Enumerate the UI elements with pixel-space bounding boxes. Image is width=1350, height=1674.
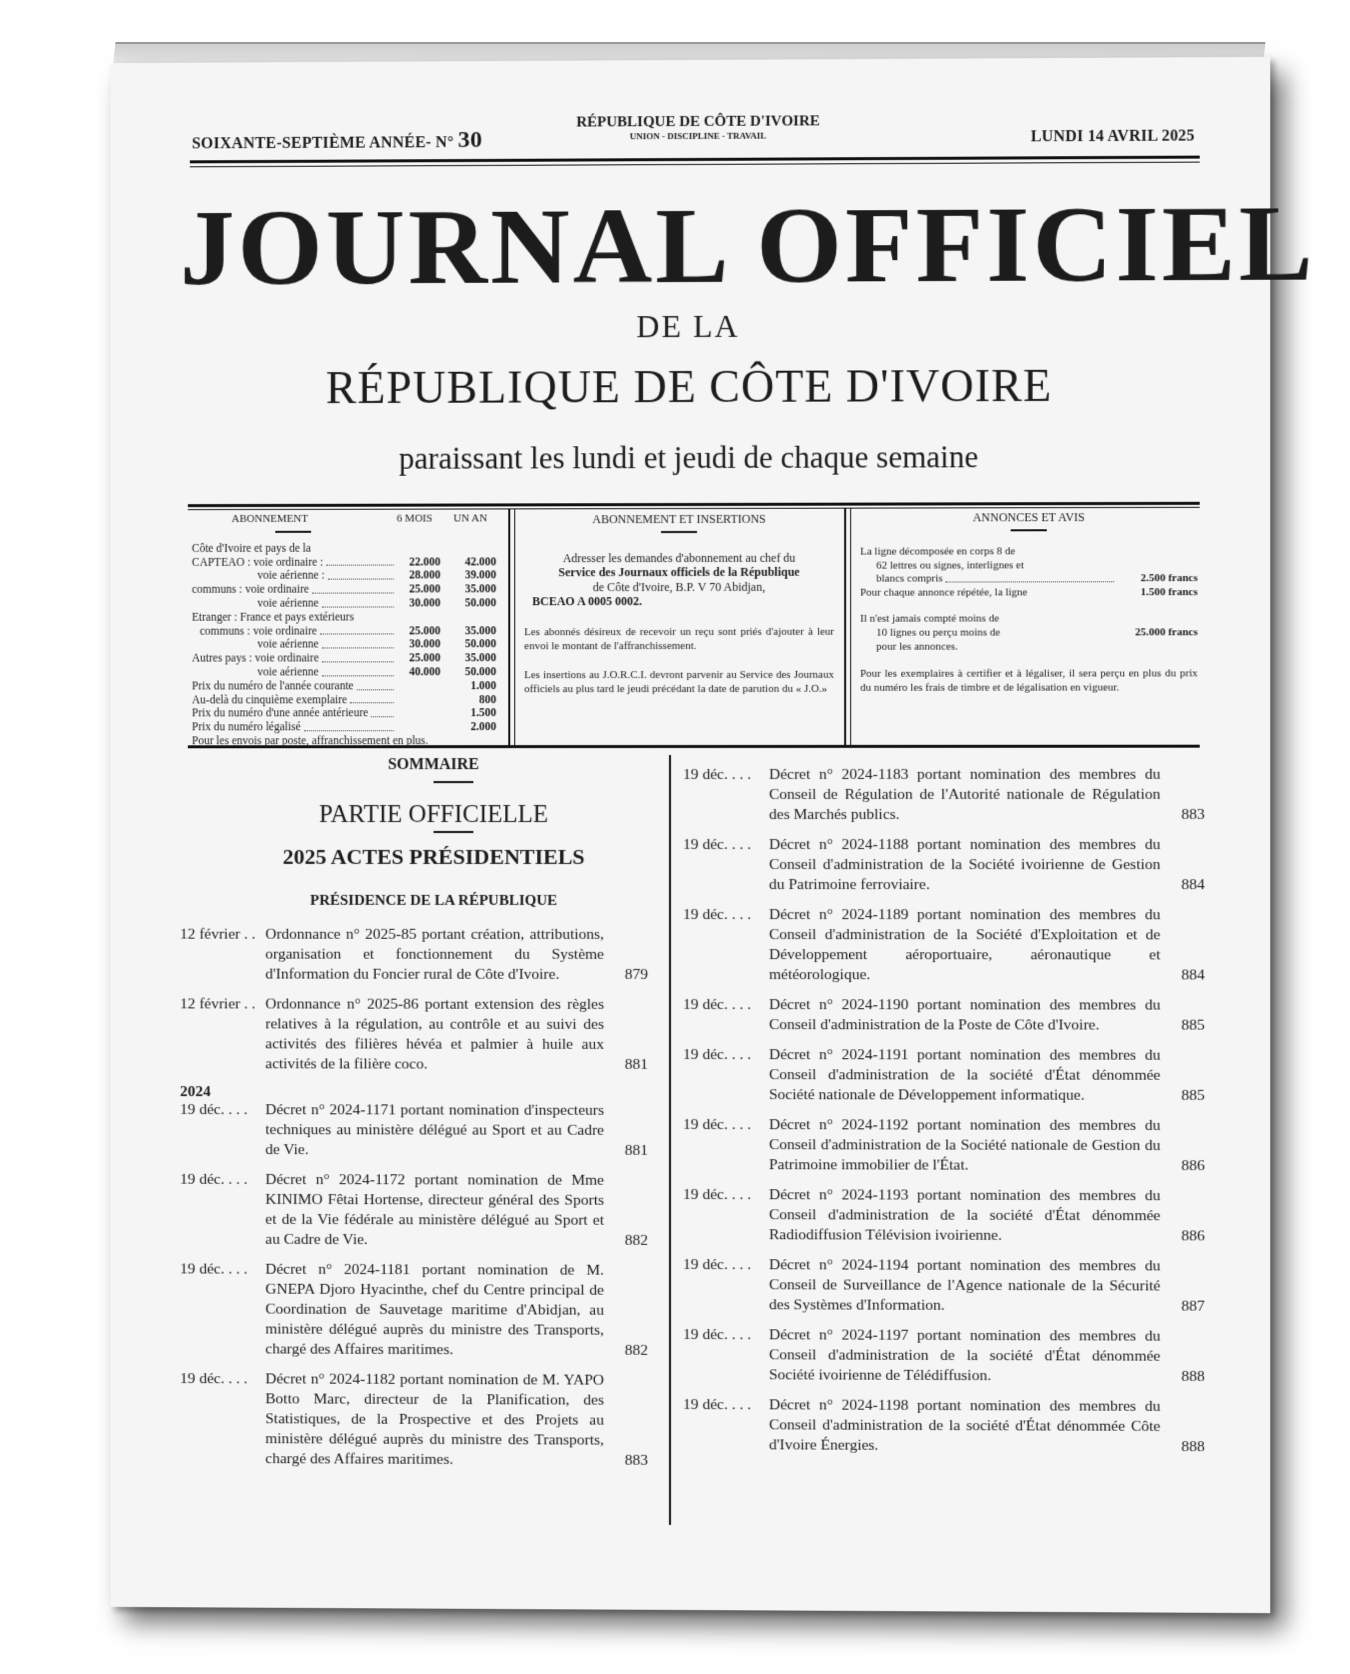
insertions-p3: Les insertions au J.O.R.C.I. devront parvenir au Service des Journaux officiels au plus tard le jeudi précédant la date de parution du « J.O.» (524, 668, 835, 696)
price-6-mois: 25.000 (408, 583, 441, 596)
price-un-an: 35.000 (464, 652, 497, 665)
sommaire-entry (683, 995, 1205, 1036)
entry-text: Ordonnance n° 2025-86 portant extension des règles relatives à la régulation, au contrôle et au suivi des activités des filières hévéa et palmier à huile aux activités de la filière coco. (265, 995, 605, 1073)
subscription-label: CAPTEAO : voie ordinaire : (191, 556, 324, 569)
republic-motto: UNION - DISCIPLINE - TRAVAIL (629, 130, 767, 142)
annonces-l6-price: 25.000 francs (1134, 626, 1198, 639)
subscription-label: Au-delà du cinquième exemplaire (191, 693, 348, 707)
entry-date: 12 février . . (179, 925, 256, 943)
subscription-row (192, 721, 496, 735)
republic-name: RÉPUBLIQUE DE CÔTE D'IVOIRE (576, 113, 820, 131)
subscription-label: Prix du numéro légalisé (191, 721, 301, 734)
subscription-label: voie aérienne (257, 597, 319, 610)
subscription-label: Autres pays : voie ordinaire (191, 652, 319, 665)
entry-date: 19 déc. . . . (683, 1255, 752, 1274)
entry-date: 19 déc. . . . (683, 1185, 752, 1204)
col-un-an: UN AN (453, 512, 488, 525)
insertions-p1a: Adresser les demandes d'abonnement au chef du (562, 550, 796, 565)
right-entries (683, 765, 1205, 1457)
annonces-l5: Il n'est jamais compté moins de (860, 612, 1000, 625)
issue-number: 30 (458, 127, 483, 154)
entry-page: 885 (1181, 1016, 1205, 1034)
sommaire-entry (683, 1115, 1205, 1176)
sommaire-tick (434, 781, 474, 783)
price-un-an: 50.000 (464, 666, 497, 679)
left-2024-entries (180, 1100, 648, 1471)
price-un-an: 42.000 (464, 555, 497, 569)
entry-text: Décret n° 2024-1191 portant nomination des membres du Conseil d'administration de la société d'État dénommée Société nationale de Développement informatique. (769, 1046, 1161, 1104)
entry-page: 887 (1181, 1297, 1205, 1315)
entry-text: Décret n° 2024-1181 portant nomination de M. GNEPA Djoro Hyacinthe, chef du Centre principal de Coordination de Sauvetage maritime d'Abidjan, au ministère délégué auprès du ministre des Transports, chargé des Affaires maritimes. (265, 1260, 605, 1359)
issue-date: LUNDI 14 AVRIL 2025 (1030, 127, 1195, 146)
entry-text: Décret n° 2024-1171 portant nomination d'inspecteurs techniques au ministère délégué au Sport et au Cadre de Vie. (265, 1101, 605, 1159)
entry-date: 19 déc. . . . (683, 835, 752, 854)
republic-block (548, 113, 848, 141)
sommaire-entry (683, 905, 1205, 986)
price-un-an: 800 (479, 693, 497, 706)
sommaire-entry (683, 835, 1205, 895)
sommaire-column-divider (669, 755, 671, 1525)
entry-page: 879 (624, 965, 649, 983)
subscription-label: Prix du numéro de l'année courante (191, 680, 354, 693)
price-un-an: 50.000 (464, 597, 497, 610)
insertions-p1c: de Côte d'Ivoire, B.P. V 70 Abidjan, (592, 579, 766, 594)
entry-page: 888 (1181, 1438, 1205, 1456)
box-divider-2 (844, 508, 846, 746)
subscription-row (192, 666, 496, 680)
subscription-row (192, 625, 496, 639)
subscription-label: communs : voie ordinaire (191, 583, 309, 597)
subscription-label: Pour les envois par poste, affranchissement en plus. (191, 735, 429, 748)
col-6-mois: 6 MOIS (396, 512, 433, 525)
subscription-lines (192, 542, 496, 749)
subscription-row (192, 570, 496, 584)
insertions-heading: ABONNEMENT ET INSERTIONS (592, 511, 766, 527)
box-divider-2b (850, 508, 851, 746)
subscription-heading: ABONNEMENT (231, 512, 309, 525)
entry-page: 886 (1181, 1157, 1205, 1175)
price-6-mois: 25.000 (408, 652, 441, 665)
entry-page: 886 (1181, 1227, 1205, 1245)
insertions-tick (661, 530, 697, 532)
entry-page: 883 (624, 1451, 649, 1469)
year-2024: 2024 (179, 1083, 211, 1101)
annonces-l1: La ligne décomposée en corps 8 de (860, 545, 1016, 558)
sommaire-entry (683, 1185, 1205, 1246)
annonces-l4-price: 1.500 francs (1140, 586, 1198, 599)
annonces-l3-price: 2.500 francs (1140, 572, 1198, 585)
entry-date: 19 déc. . . . (179, 1370, 248, 1388)
subscription-row (192, 639, 496, 653)
annonces-tick (1011, 529, 1047, 531)
insertions-p1 (524, 550, 834, 609)
entry-date: 19 déc. . . . (683, 1395, 752, 1414)
entry-page: 888 (1181, 1367, 1205, 1385)
annonces-l6-row (860, 626, 1198, 640)
entry-text: Décret n° 2024-1189 portant nomination des membres du Conseil d'administration de la Société d'Exploitation et de Développement aéroportuaire, aéronautique et météorologique. (769, 906, 1161, 984)
price-un-an: 2.000 (470, 721, 497, 734)
subscription-row (192, 556, 496, 570)
sommaire-entry (683, 1395, 1205, 1457)
entry-text: Décret n° 2024-1192 portant nomination des membres du Conseil d'administration de la Société nationale de Gestion du Patrimoine immobilier de l'État. (769, 1116, 1161, 1174)
partie-tick (434, 831, 474, 833)
entry-date: 19 déc. . . . (683, 905, 752, 924)
subscription-row (192, 597, 496, 611)
entry-page: 883 (1181, 805, 1205, 823)
entry-date: 19 déc. . . . (179, 1170, 248, 1188)
price-un-an: 35.000 (464, 624, 497, 637)
subscription-tick (275, 531, 311, 533)
box-divider-1 (508, 508, 510, 746)
masthead-republic: RÉPUBLIQUE DE CÔTE D'IVOIRE (325, 359, 1053, 414)
entry-text: Décret n° 2024-1183 portant nomination des membres du Conseil de Régulation de l'Autorité nationale de Régulation des Marchés publics. (769, 765, 1161, 823)
masthead-frequency: paraissant les lundi et jeudi de chaque semaine (398, 439, 979, 476)
subscription-head (192, 512, 496, 526)
entry-text: Décret n° 2024-1193 portant nomination des membres du Conseil d'administration de la société d'État dénommée Radiodiffusion Télévision ivoirienne. (769, 1186, 1161, 1244)
price-6-mois (397, 694, 441, 708)
year-label: SOIXANTE-SEPTIÈME ANNÉE- N° (191, 134, 454, 153)
annonces-l6: 10 lignes ou perçu moins de (876, 626, 1001, 639)
price-un-an: 35.000 (464, 583, 497, 596)
annonces-box (860, 511, 1198, 696)
sommaire-right-column (683, 765, 1205, 1468)
entry-text: Décret n° 2024-1198 portant nomination des membres du Conseil d'administration de la société d'État dénommée Côte d'Ivoire Énergies. (769, 1396, 1161, 1454)
entry-text: Décret n° 2024-1197 portant nomination des membres du Conseil d'administration de la société d'État dénommée Société ivoirienne de Télédiffusion. (769, 1326, 1161, 1385)
box-divider-1b (514, 508, 515, 746)
entry-date: 19 déc. . . . (683, 1325, 752, 1344)
sommaire-left-column (180, 755, 648, 1481)
subscription-label: voie aérienne (257, 638, 319, 651)
price-6-mois: 30.000 (408, 597, 441, 610)
annonces-p2: Pour les exemplaires à certifier et à légaliser, il sera perçu en plus du prix du numéro les frais de timbre et de légalisation en vigueur. (860, 667, 1198, 695)
issue-line (192, 127, 483, 155)
sommaire-entry (180, 1259, 648, 1360)
entry-page: 881 (624, 1141, 649, 1159)
subscription-row (192, 611, 496, 625)
subscription-label: communs : voie ordinaire (199, 625, 317, 638)
entry-text: Décret n° 2024-1190 portant nomination des membres du Conseil d'administration de la Poste de Côte d'Ivoire. (769, 996, 1161, 1034)
annonces-l7: pour les annonces. (876, 640, 959, 653)
left-entries (180, 925, 648, 1075)
sommaire-entry (683, 1045, 1205, 1106)
price-6-mois: 22.000 (408, 556, 441, 569)
sommaire-entry (180, 1170, 648, 1251)
entry-date: 12 février . . (179, 995, 256, 1013)
masthead-title: JOURNAL OFFICIEL (179, 184, 1316, 308)
entry-date: 19 déc. . . . (683, 765, 752, 784)
sommaire-entry (683, 765, 1205, 825)
price-un-an: 50.000 (464, 638, 497, 651)
subscription-row (192, 694, 496, 708)
entry-page: 884 (1181, 876, 1205, 894)
entry-page: 882 (624, 1341, 649, 1359)
entry-page: 882 (624, 1231, 649, 1249)
price-6-mois (397, 680, 441, 694)
price-6-mois (397, 708, 441, 722)
entry-text: Décret n° 2024-1188 portant nomination des membres du Conseil d'administration de la Société ivoirienne de Gestion du Patrimoine ferroviaire. (769, 836, 1161, 894)
subscription-label: Prix du numéro d'une année antérieure (191, 707, 369, 720)
entry-date: 19 déc. . . . (683, 1045, 752, 1064)
insertions-p2: Les abonnés désireux de recevoir un reçu sont priés d'ajouter à leur envoi le montant de l'affranchissement. (524, 625, 835, 653)
entry-text: Ordonnance n° 2025-85 portant création, attributions, organisation et fonctionnement du Système d'Information du Foncier rural de Côte d'Ivoire. (265, 925, 605, 983)
annonces-l4: Pour chaque annonce répétée, la ligne (860, 586, 1028, 599)
subscription-row (192, 584, 496, 598)
insertions-p1d: BCEAO A 0005 0002. (532, 594, 643, 609)
entry-date: 19 déc. . . . (179, 1101, 248, 1119)
sommaire-entry (683, 1325, 1205, 1387)
entry-text: Décret n° 2024-1182 portant nomination de M. YAPO Botto Marc, directeur de la Planification, des Statistiques, de la Prospective et des Projets au ministère délégué auprès du ministre des Transports, chargé des Affaires maritimes. (265, 1370, 605, 1468)
sommaire-heading: SOMMAIRE (387, 756, 480, 774)
entry-text: Décret n° 2024-1194 portant nomination des membres du Conseil de Surveillance de l'Agence nationale de la Sécurité des Systèmes d'Information. (769, 1256, 1161, 1314)
subscription-row (192, 735, 496, 749)
subscription-row (192, 542, 496, 556)
entry-page: 881 (624, 1055, 649, 1073)
sommaire-entry (683, 1255, 1205, 1317)
insertions-p1b: Service des Journaux officiels de la République (558, 564, 800, 580)
subscription-row (192, 680, 496, 694)
subscription-row (192, 652, 496, 666)
subscription-label: voie aérienne (257, 666, 319, 679)
price-un-an: 39.000 (464, 569, 497, 582)
subscription-label: voie aérienne : (257, 570, 325, 583)
insertions-box (524, 512, 834, 697)
annonces-l3: blancs compris (876, 572, 943, 586)
entry-page: 885 (1181, 1086, 1205, 1104)
entry-text: Décret n° 2024-1172 portant nomination de Mme KINIMO Fêtai Hortense, directeur général des Sports et de la Vie fédérale au ministère délégué au Sport et au Cadre de Vie. (265, 1171, 605, 1249)
sommaire-entry (180, 1369, 648, 1471)
entry-date: 19 déc. . . . (179, 1260, 248, 1278)
price-un-an: 1.000 (470, 679, 497, 692)
subscription-label: Côte d'Ivoire et pays de la (191, 542, 311, 555)
sommaire-entry (180, 925, 648, 985)
entry-date: 19 déc. . . . (683, 1115, 752, 1134)
annonces-l2: 62 lettres ou signes, interlignes et (876, 558, 1024, 572)
price-6-mois: 25.000 (408, 624, 441, 637)
price-6-mois (397, 721, 441, 735)
subscription-row (192, 708, 496, 722)
partie-officielle: PARTIE OFFICIELLE (318, 801, 549, 829)
price-6-mois: 30.000 (408, 638, 441, 651)
sommaire-entry (180, 994, 648, 1075)
price-6-mois: 40.000 (408, 666, 441, 679)
annonces-l3-row (860, 572, 1198, 586)
presidence-heading: PRÉSIDENCE DE LA RÉPUBLIQUE (310, 892, 558, 909)
actes-presidentiels: 2025 ACTES PRÉSIDENTIELS (282, 843, 585, 869)
entry-date: 19 déc. . . . (683, 995, 752, 1014)
annonces-heading: ANNONCES ET AVIS (972, 510, 1085, 525)
subscription-label: Etranger : France et pays extérieurs (191, 611, 355, 624)
price-6-mois: 28.000 (408, 569, 441, 582)
sommaire-entry (180, 1100, 648, 1161)
entry-page: 884 (1181, 966, 1205, 984)
subscription-box (192, 512, 496, 749)
price-un-an: 1.500 (470, 707, 497, 720)
annonces-l4-row (860, 586, 1198, 600)
masthead-de-la: DE LA (636, 307, 740, 345)
journal-page (110, 57, 1316, 1613)
